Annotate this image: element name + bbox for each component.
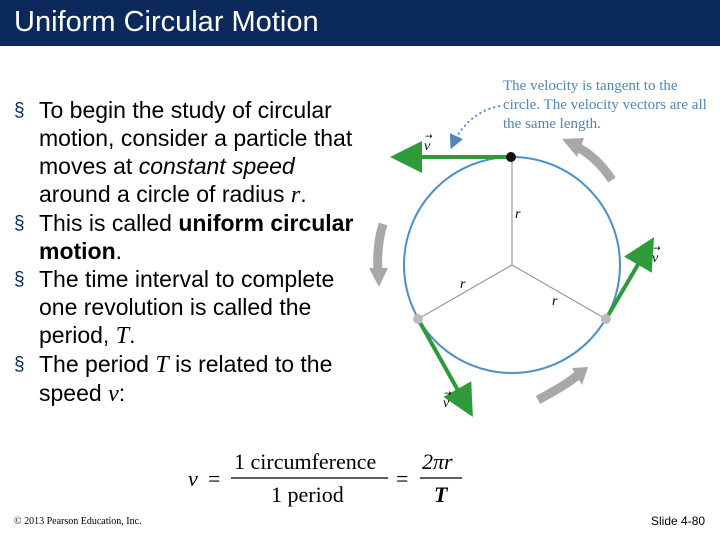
rotation-arrow-left-icon (378, 224, 383, 272)
equation-numerator-2: 2πr (422, 449, 453, 474)
slide-title: Uniform Circular Motion (14, 6, 319, 38)
bullet-item: § To begin the study of circular motion, consider a particle that moves at constant speed around a circle of radius r. (14, 97, 353, 208)
particle-ghost-left (413, 314, 423, 324)
velocity-annotation: The velocity is tangent to the circle. The velocity vectors are all the same length. (503, 78, 707, 132)
rotation-arrowhead-left (369, 268, 388, 287)
vector-arrow-top: → (425, 132, 433, 142)
square-bullet-icon: § (14, 269, 25, 290)
equation-equals-1: = (208, 466, 221, 491)
velocity-vector-right (606, 244, 650, 319)
equation-numerator-1: 1 circumference (234, 449, 377, 474)
equation-denominator-1: 1 period (271, 482, 344, 507)
bullet-item: § The time interval to complete one revolution is called the period, T. (14, 266, 335, 349)
square-bullet-icon: § (14, 354, 25, 375)
velocity-label-right: v (652, 251, 659, 266)
radius-label-left: r (460, 277, 466, 292)
vector-arrow-left: → (444, 389, 452, 399)
equation-denominator-2: T (434, 482, 448, 507)
velocity-label-top: v (424, 139, 431, 154)
square-bullet-icon: § (14, 213, 25, 234)
slide-number: Slide 4-80 (651, 514, 706, 528)
radius-label-top: r (515, 207, 521, 222)
particle-dot (506, 152, 516, 162)
particle-ghost-right (601, 314, 611, 324)
bullet-item: § The period T is related to the speed v: (14, 351, 333, 407)
square-bullet-icon: § (14, 100, 25, 121)
radius-line-right (512, 265, 606, 319)
bullet-item: § This is called uniform circular motion. (14, 210, 354, 264)
rotation-arrow-top-right-icon (575, 146, 612, 180)
velocity-label-left: v (443, 396, 450, 411)
copyright-footer: © 2013 Pearson Education, Inc. (14, 516, 142, 527)
equation-equals-2: = (396, 466, 409, 491)
equation-lhs: v (188, 466, 198, 491)
radius-label-right: r (552, 294, 558, 309)
vector-arrow-right: → (653, 244, 661, 254)
radius-line-left (418, 265, 512, 319)
rotation-arrow-bottom-right-icon (538, 375, 578, 400)
annotation-pointer-icon (452, 106, 500, 146)
